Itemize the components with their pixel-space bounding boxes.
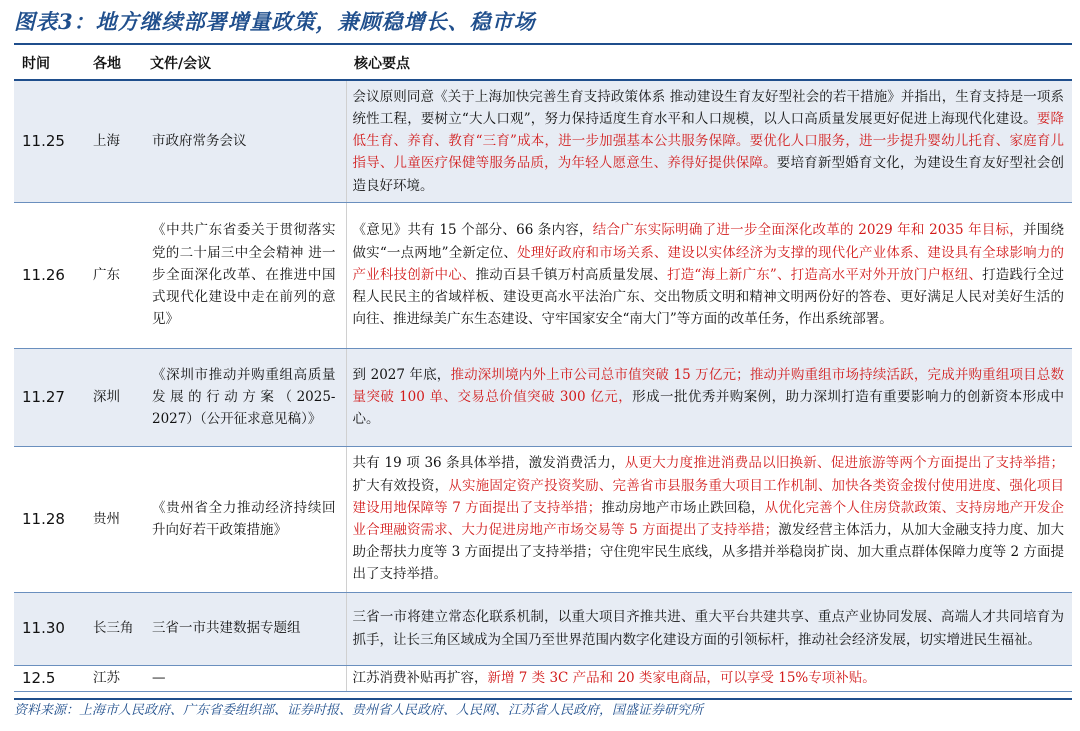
- point-segment: 会议原则同意《关于上海加快完善生育支持政策体系 推动建设生育友好型社会的若干措施》并指出，生育支持是一项系统性工程，要树立“大人口观”，努力保持适度生育水平和人口规模，以人口高质量发展更好促进上海现代化建设。: [352, 88, 1064, 127]
- row-date: 12.5: [14, 665, 85, 691]
- point-segment: 江苏消费补贴再扩容，: [352, 669, 488, 686]
- table-row: [14, 348, 1072, 446]
- row-points: [346, 665, 1072, 691]
- point-segment-highlight: 从优化完善个人住房贷款政策、支持房地产开发企业合理融资需求、大力促进房地产市场交易等 5 方面提出了支持举措；: [352, 499, 1065, 538]
- figure-title: 图表3：地方继续部署增量政策，兼顾稳增长、稳市场: [14, 9, 536, 34]
- row-points: [346, 80, 1072, 202]
- row-place: 江苏: [85, 665, 142, 691]
- row-points: [346, 202, 1072, 348]
- point-segment-highlight: 新增 7 类 3C 产品和 20 类家电商品，可以享受 15%专项补贴。: [487, 669, 876, 686]
- row-points: [346, 446, 1072, 592]
- point-segment: 并围绕做实“一点两地”全新定位、: [352, 222, 1064, 261]
- row-date: 11.26: [14, 202, 85, 348]
- header-doc: 文件/会议: [142, 46, 346, 80]
- point-segment-highlight: 要降低生育、养育、教育“三育”成本，进一步加强基本公共服务保障。要优化人口服务，进一步提升婴幼儿托育、家庭育儿指导、儿童医疗保健等服务品质，为年轻人愿意生、养得好提供保障。: [352, 110, 1064, 172]
- row-place: 广东: [85, 202, 142, 348]
- point-segment: 到 2027 年底，: [352, 366, 451, 383]
- row-doc: 《贵州省全力推动经济持续回升向好若干政策措施》: [142, 446, 346, 592]
- row-doc: —: [142, 665, 346, 691]
- point-segment: 三省一市将建立常态化联系机制，以重大项目齐推共进、重大平台共建共享、重点产业协同发展、高端人才共同培育为抓手，让长三角区域成为全国乃至世界范围内数字化建设方面的引领标杆，推动社会经济发展，切实增进民生福祉。: [352, 609, 1064, 648]
- table-row: [14, 592, 1072, 665]
- row-place: 贵州: [85, 446, 142, 592]
- point-segment: 推动房地产市场止跌回稳，: [601, 499, 765, 516]
- point-segment: 激发经营主体活力，从加大金融支持力度、加大助企帮扶力度等 3 方面提出了支持举措；守住兜牢民生底线，从多措并举稳岗扩岗、加大重点群体保障力度等 2 方面提出了支持举措。: [352, 522, 1065, 583]
- row-place: 上海: [85, 80, 142, 202]
- table-header-row: [14, 46, 1072, 80]
- point-segment-highlight: 结合广东实际明确了进一步全面深化改革的 2029 年和 2035 年目标，: [592, 222, 1024, 239]
- row-doc: 《中共广东省委关于贯彻落实党的二十届三中全会精神 进一步全面深化改革、在推进中国式现代化建设中走在前列的意见》: [142, 202, 346, 348]
- point-segment-highlight: 打造“海上新广东”、打造高水平对外开放门户枢纽、: [667, 266, 983, 283]
- title-divider: [14, 43, 1072, 45]
- point-segment-highlight: 推动深圳境内外上市公司总市值突破 15 万亿元；推动并购重组市场持续活跃，完成并购重组项目总数量突破 100 单、交易总价值突破 300 亿元，: [352, 366, 1064, 405]
- row-place: 长三角: [85, 592, 142, 665]
- header-points: 核心要点: [346, 46, 1072, 80]
- row-points: [346, 592, 1072, 665]
- row-doc: 三省一市共建数据专题组: [142, 592, 346, 665]
- row-date: 11.27: [14, 348, 85, 446]
- row-points: [346, 348, 1072, 446]
- point-segment-highlight: 从实施固定资产投资奖励、完善省市县服务重大项目工作机制、加快各类资金拨付使用进度、强化项目建设用地保障等 7 方面提出了支持举措；: [352, 477, 1065, 516]
- row-date: 11.25: [14, 80, 85, 202]
- header-place: 各地: [85, 46, 142, 80]
- row-doc: 《深圳市推动并购重组高质量发展的行动方案（2025-2027）（公开征求意见稿）》: [142, 348, 346, 446]
- point-segment: 共有 19 项 36 条具体举措，激发消费活力，: [352, 455, 625, 472]
- row-date: 11.28: [14, 446, 85, 592]
- point-segment-highlight: 处理好政府和市场关系、建设以实体经济为支撑的现代化产业体系、建设具有全球影响力的产业科技创新中心、: [352, 244, 1064, 283]
- table-row: [14, 202, 1072, 348]
- header-date: 时间: [14, 46, 85, 80]
- point-segment: 《意见》共有 15 个部分、66 条内容，: [352, 222, 593, 239]
- row-place: 深圳: [85, 348, 142, 446]
- source-note: 资料来源：上海市人民政府、广东省委组织部、证券时报、贵州省人民政府、人民网、江苏省人民政府，国盛证券研究所: [14, 698, 1072, 725]
- point-segment: 要培育新型婚育文化，为建设生育友好型社会创造良好环境。: [352, 155, 1065, 194]
- table-row: [14, 446, 1072, 592]
- point-segment: 扩大有效投资，: [352, 477, 449, 494]
- policy-table: [14, 46, 1072, 692]
- row-doc: 市政府常务会议: [142, 80, 346, 202]
- point-segment: 推动百县千镇万村高质量发展、: [475, 266, 668, 283]
- table-row: [14, 665, 1072, 691]
- table-row: [14, 80, 1072, 202]
- point-segment: 打造践行全过程人民民主的省域样板、建设更高水平法治广东、交出物质文明和精神文明两份好的答卷、更好满足人民对美好生活的向往、推进绿美广东生态建设、守牢国家安全“南大门”等方面的改革任务，作出系统部署。: [352, 266, 1065, 328]
- point-segment-highlight: 从更大力度推进消费品以旧换新、促进旅游等两个方面提出了支持举措；: [624, 455, 1064, 472]
- row-date: 11.30: [14, 592, 85, 665]
- point-segment: 形成一批优秀并购案例，助力深圳打造有重要影响力的创新资本形成中心。: [352, 388, 1065, 428]
